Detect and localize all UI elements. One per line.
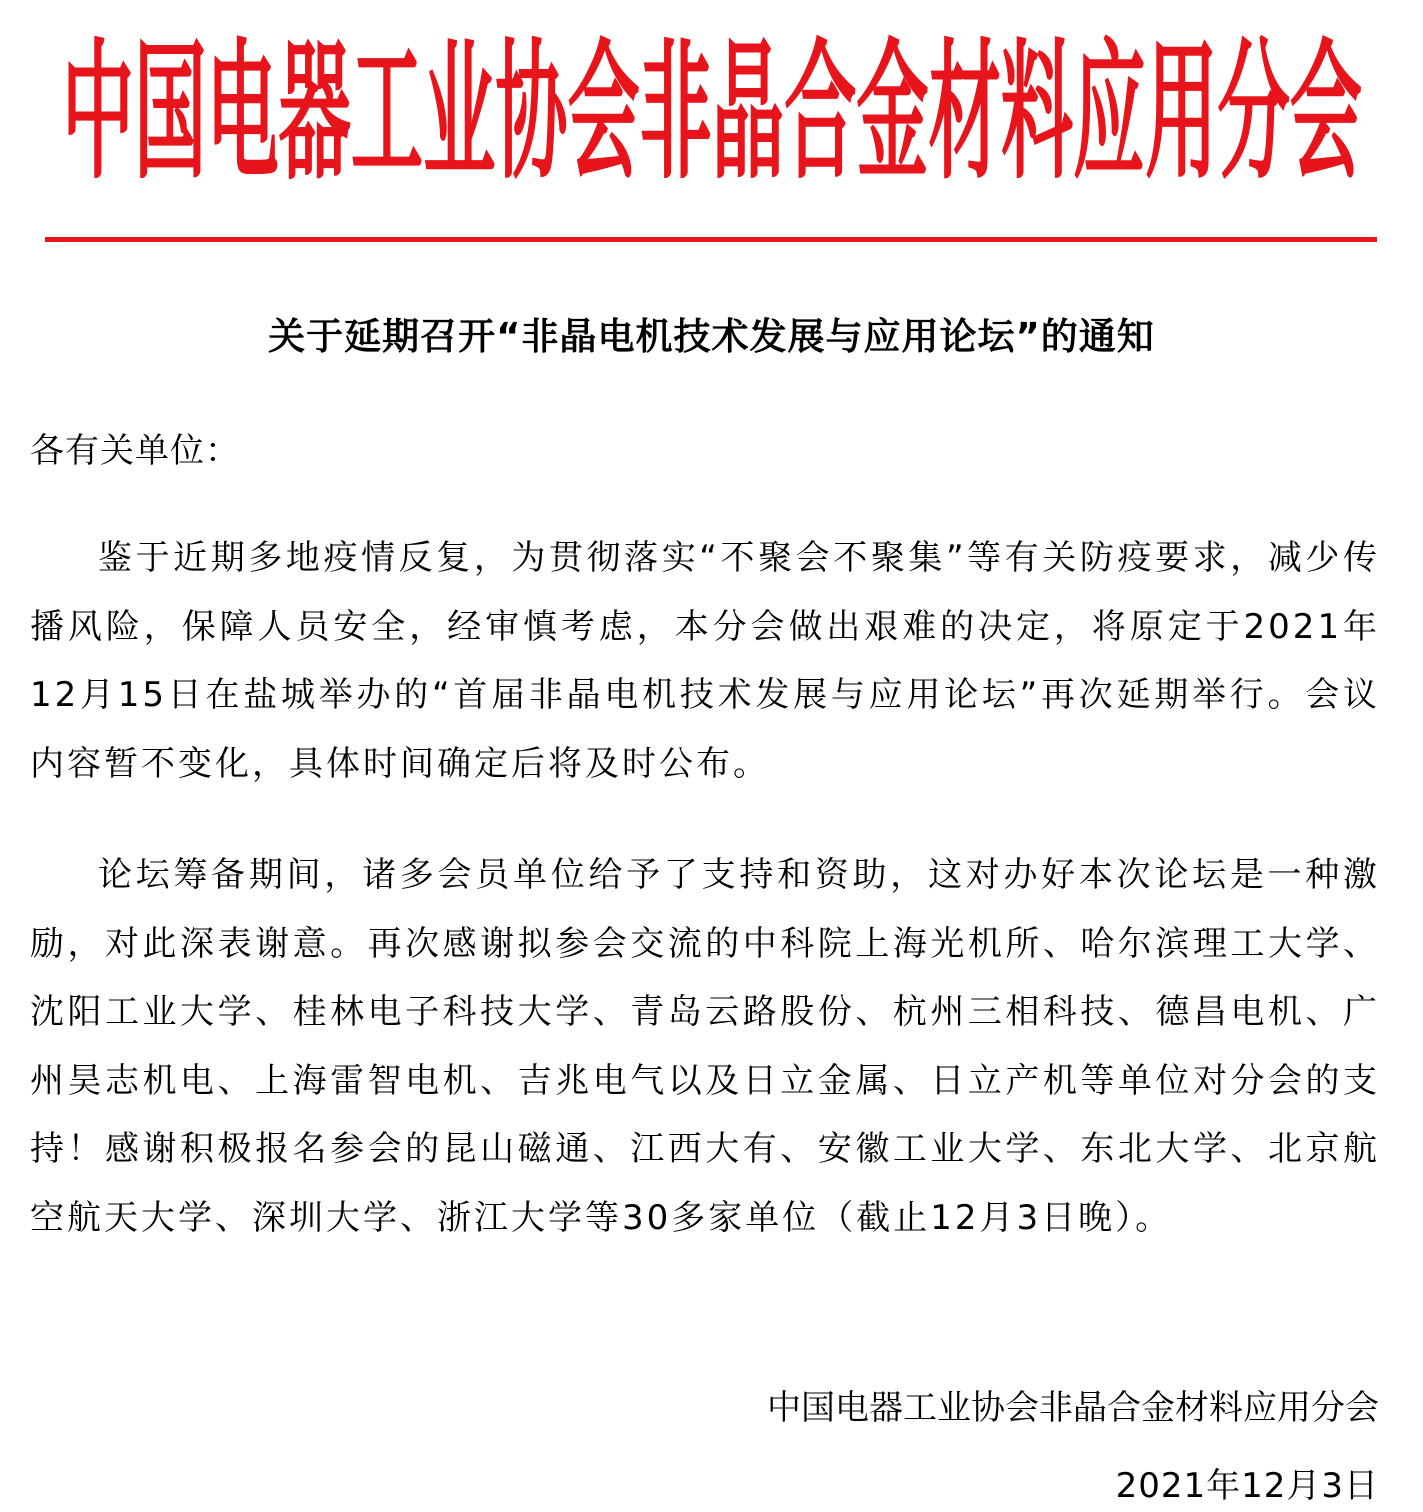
salutation: 各有关单位： <box>30 431 240 471</box>
letterhead-org-name <box>38 18 1386 186</box>
letterhead-red-rule <box>45 237 1377 242</box>
notice-title: 关于延期召开“非晶电机技术发展与应用论坛”的通知 <box>268 315 1155 358</box>
issue-date: 2021年12月3日 <box>1115 1466 1379 1506</box>
letterhead-text: 中国电器工业协会非晶合金材料应用分会 <box>62 24 1362 186</box>
body-paragraph-1: 鉴于近期多地疫情反复，为贯彻落实“不聚会不聚集”等有关防疫要求，减少传播风险，保障人员安全，经审慎考虑，本分会做出艰难的决定，将原定于2021年12月15日在盐城举办的“首届非晶电机技术发展与应用论坛”再次延期举行。会议内容暂不变化，具体时间确定后将及时公布。 <box>30 538 1380 784</box>
issuer-signature: 中国电器工业协会非晶合金材料应用分会 <box>767 1388 1379 1428</box>
body-paragraph-2: 论坛筹备期间，诸多会员单位给予了支持和资助，这对办好本次论坛是一种激励，对此深表谢意。再次感谢拟参会交流的中科院上海光机所、哈尔滨理工大学、沈阳工业大学、桂林电子科技大学、青岛云路股份、杭州三相科技、德昌电机、广州昊志机电、上海雷智电机、吉兆电气以及日立金属、日立产机等单位对分会的支持！感谢积极报名参会的昆山磁通、江西大有、安徽工业大学、东北大学、北京航空航天大学、深圳大学、浙江大学等30多家单位（截止12月3日晚）。 <box>30 855 1380 1238</box>
letterhead <box>38 18 1386 186</box>
